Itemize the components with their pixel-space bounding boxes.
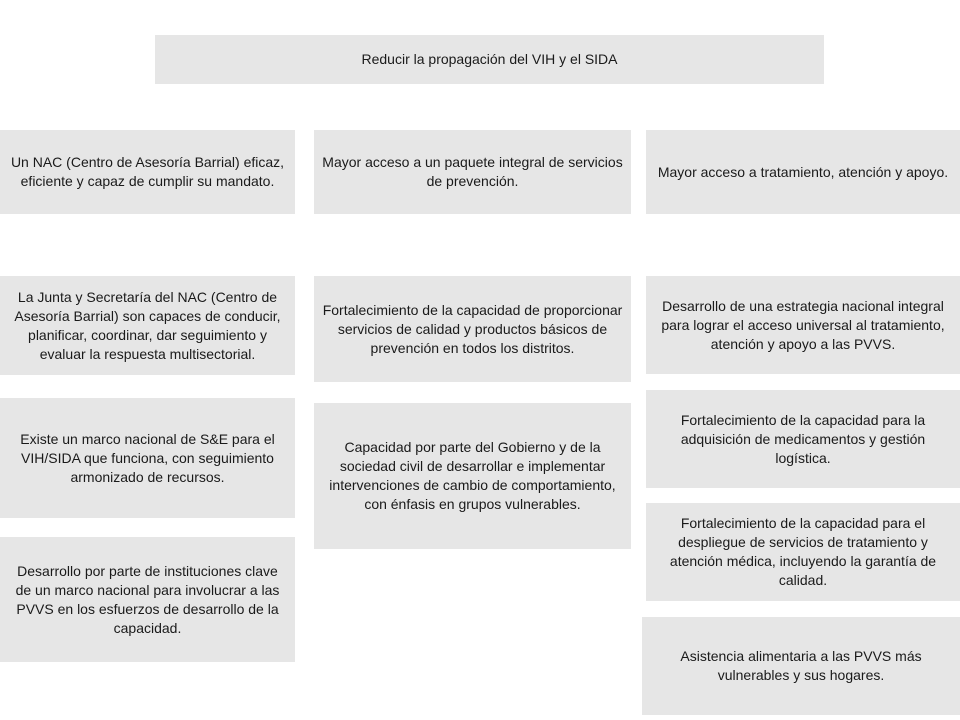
output-text: Desarrollo de una estrategia nacional integral para lograr el acceso universal al tratamiento, atención y apoyo a las PVVS. [661, 297, 945, 352]
outcome-box-nac [0, 130, 295, 214]
outcome-box-tratamiento [646, 130, 960, 214]
output-box-capacidad-servicios [314, 276, 631, 382]
outcome-text: Un NAC (Centro de Asesoría Barrial) eficaz, eficiente y capaz de cumplir su mandato. [10, 154, 285, 189]
outcome-text: Mayor acceso a un paquete integral de servicios de prevención. [322, 154, 623, 189]
output-text: Fortalecimiento de la capacidad para el despliegue de servicios de tratamiento y atención médica, incluyendo la garantía de calidad. [669, 515, 937, 588]
output-text: Fortalecimiento de la capacidad para la adquisición de medicamentos y gestión logística. [680, 411, 926, 466]
output-text: Fortalecimiento de la capacidad de proporcionar servicios de calidad y productos básicos de prevención en todos los distritos. [322, 301, 623, 356]
output-text: Capacidad por parte del Gobierno y de la sociedad civil de desarrollar e implementar intervenciones de cambio de comportamiento, con énfasis en grupos vulnerables. [329, 439, 616, 512]
output-box-junta [0, 276, 295, 375]
outcome-text: Mayor acceso a tratamiento, atención y apoyo. [657, 163, 949, 180]
output-text: Existe un marco nacional de S&E para el VIH/SIDA que funciona, con seguimiento armonizado de recursos. [20, 430, 275, 485]
output-box-despliegue-servicios [646, 503, 960, 601]
outcome-box-prevencion [314, 130, 631, 214]
output-box-marco-se [0, 398, 295, 518]
output-text: Desarrollo por parte de instituciones clave de un marco nacional para involucrar a las PVVS en los esfuerzos de desarrollo de la capacidad. [15, 562, 280, 636]
output-box-estrategia-nacional [646, 276, 960, 374]
output-box-pvvs-marco [0, 537, 295, 662]
output-box-cambio-comportamiento [314, 403, 631, 549]
output-text: Asistencia alimentaria a las PVVS más vulnerables y sus hogares. [680, 648, 922, 683]
goal-box [155, 35, 824, 84]
goal-text: Reducir la propagación del VIH y el SIDA [361, 51, 618, 67]
output-text: La Junta y Secretaría del NAC (Centro de Asesoría Barrial) son capaces de conducir, planificar, coordinar, dar seguimiento y evaluar la respuesta multisectorial. [14, 288, 281, 362]
output-box-medicamentos [646, 390, 960, 488]
output-box-asistencia-alimentaria [642, 617, 960, 715]
